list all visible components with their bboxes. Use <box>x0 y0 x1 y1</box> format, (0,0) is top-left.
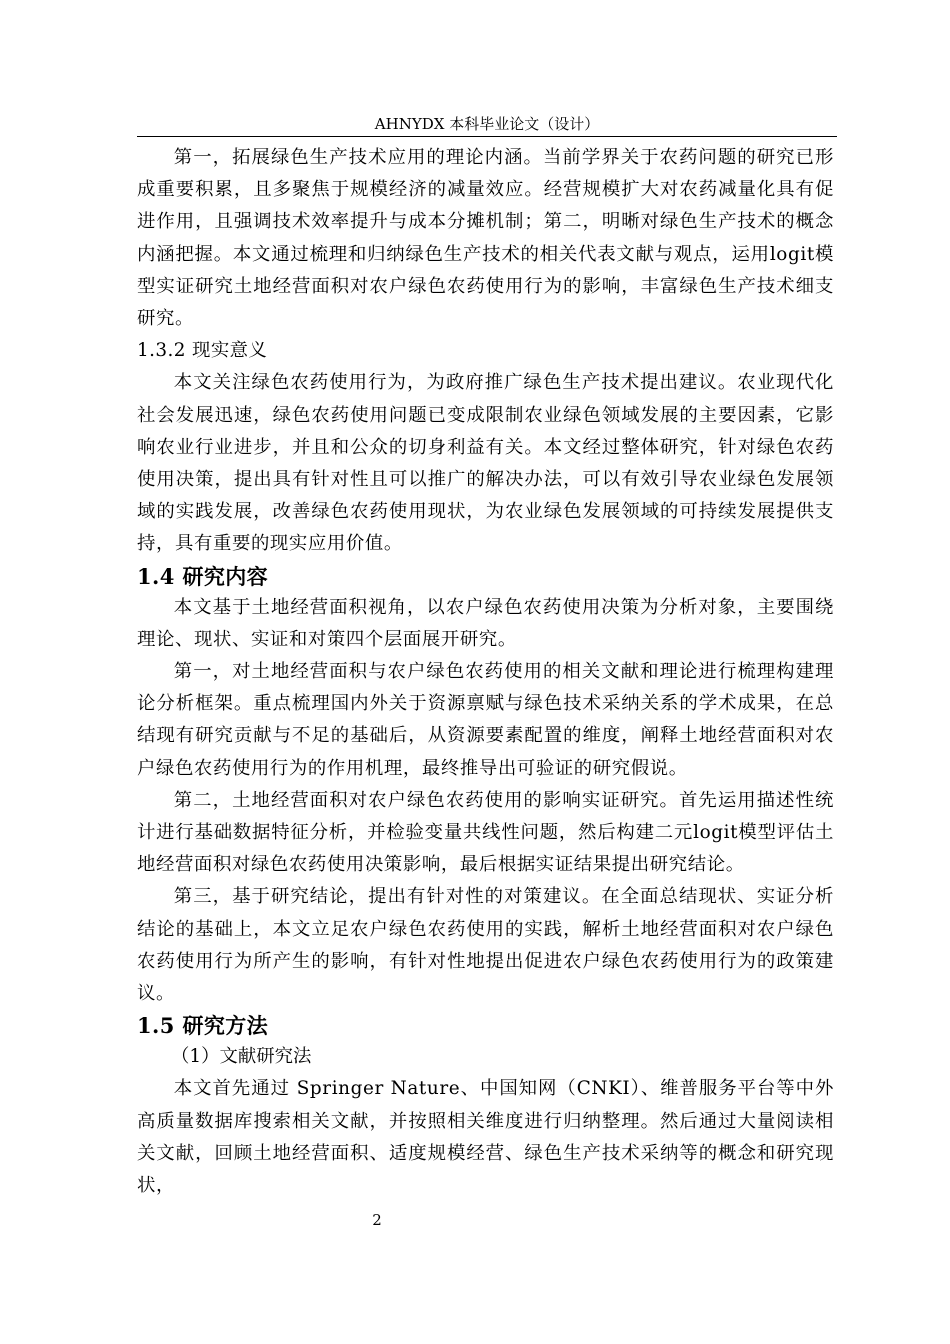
paragraph-research-content-intro: 本文基于土地经营面积视角，以农户绿色农药使用决策为分析对象，主要围绕理论、现状、实证和对策四个层面展开研究。 <box>137 596 834 650</box>
paragraph-research-content-first: 第一，对土地经营面积与农户绿色农药使用的相关文献和理论进行梳理构建理论分析框架。重点梳理国内外关于资源禀赋与绿色技术采纳关系的学术成果，在总结现有研究贡献与不足的基础后，从资源要素配置的维度，阐释土地经营面积对农户绿色农药使用行为的作用机理，最终推导出可验证的研究假说。 <box>137 661 834 779</box>
paragraph-theoretical-significance: 第一，拓展绿色生产技术应用的理论内涵。当前学界关于农药问题的研究已形成重要积累，且多聚焦于规模经济的减量效应。经营规模扩大对农药减量化具有促进作用，且强调技术效率提升与成本分摊机制；第二，明晰对绿色生产技术的概念内涵把握。本文通过梳理和归纳绿色生产技术的相关代表文献与观点，运用logit模型实证研究土地经营面积对农户绿色农药使用行为的影响，丰富绿色生产技术细支研究。 <box>137 147 834 330</box>
section-heading-1-4: 1.4 研究内容 <box>137 563 269 589</box>
paragraph-research-content-third: 第三，基于研究结论，提出有针对性的对策建议。在全面总结现状、实证分析结论的基础上，本文立足农户绿色农药使用的实践，解析土地经营面积对农户绿色农药使用行为所产生的影响，有针对性地提出促进农户绿色农药使用行为的政策建议。 <box>137 886 834 1005</box>
page-number: 2 <box>372 1211 382 1229</box>
section-heading-1-3-2: 1.3.2 现实意义 <box>137 340 268 362</box>
subheading-literature-method: （1）文献研究法 <box>171 1046 312 1068</box>
header-rule <box>137 136 837 137</box>
paragraph-practical-significance: 本文关注绿色农药使用行为，为政府推广绿色生产技术提出建议。农业现代化社会发展迅速，绿色农药使用问题已变成限制农业绿色领域发展的主要因素，它影响农业行业进步，并且和公众的切身利益有关。本文经过整体研究，针对绿色农药使用决策，提出具有针对性且可以推广的解决办法，可以有效引导农业绿色发展领域的实践发展，改善绿色农药使用现状，为农业绿色发展领域的可持续发展提供支持，具有重要的现实应用价值。 <box>137 372 834 555</box>
paragraph-literature-method: 本文首先通过 Springer Nature、中国知网（CNKI）、维普服务平台等中外高质量数据库搜索相关文献，并按照相关维度进行归纳整理。然后通过大量阅读相关文献，回顾土地经营面积、适度规模经营、绿色生产技术采纳等的概念和研究现状， <box>137 1078 834 1197</box>
page-header: AHNYDX 本科毕业论文（设计） <box>374 115 600 133</box>
page-content <box>137 142 834 1202</box>
paragraph-research-content-second: 第二，土地经营面积对农户绿色农药使用的影响实证研究。首先运用描述性统计进行基础数据特征分析，并检验变量共线性问题，然后构建二元logit模型评估土地经营面积对绿色农药使用决策影响，最后根据实证结果提出研究结论。 <box>137 789 834 876</box>
section-heading-1-5: 1.5 研究方法 <box>137 1013 269 1039</box>
